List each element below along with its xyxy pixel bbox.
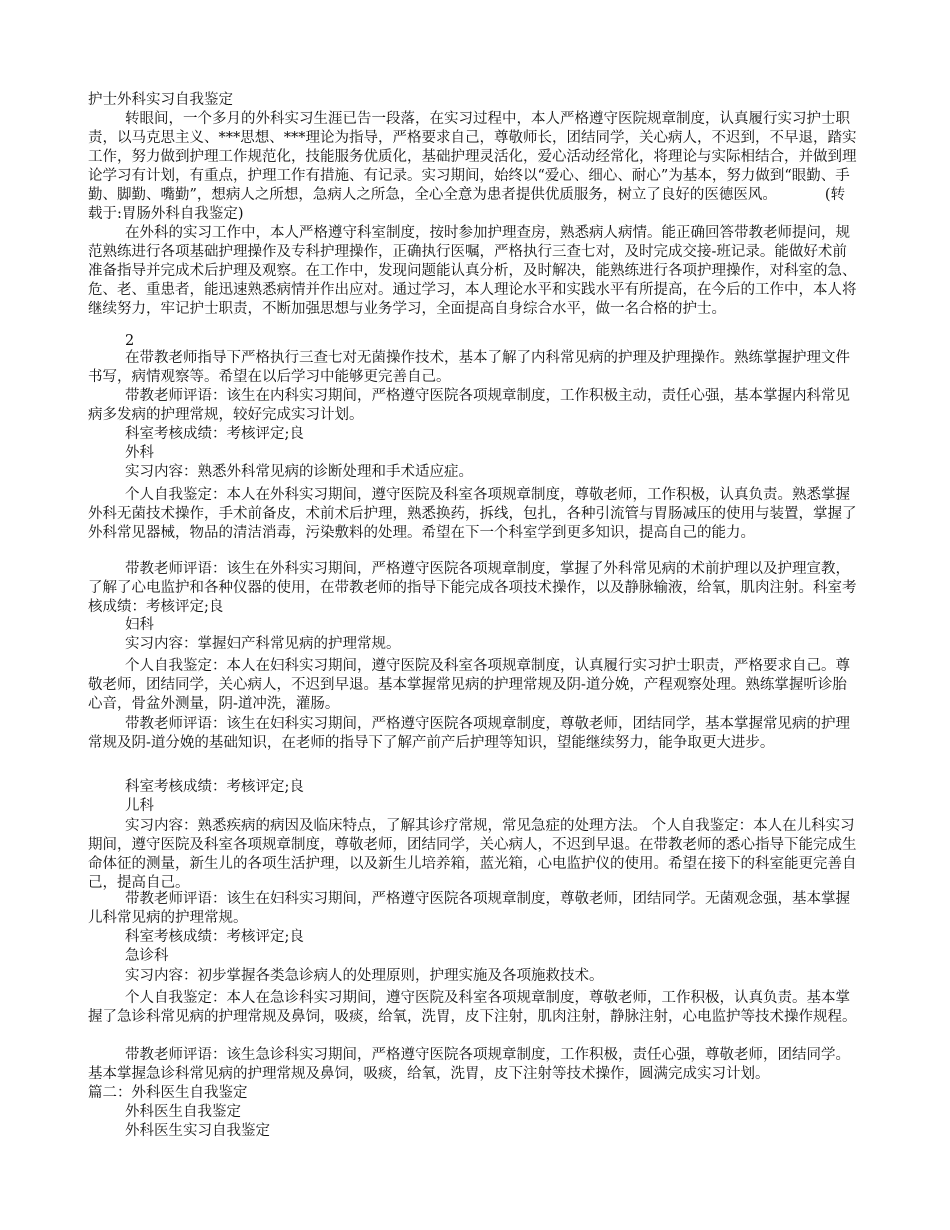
paragraph: 外科医生实习自我鉴定 xyxy=(125,1123,270,1139)
paragraph: 外科医生自我鉴定 xyxy=(125,1104,241,1120)
paragraph-text: 转眼间，一个多月的外科实习生涯已告一段落，在实习过程中，本人严格遵守医院规章制度，认真履行实习护士职责，以马克思主义、***思想、***理论为指导，严格要求自己，尊敬师长，团结同学，关心病人，不迟到，不早退，踏实工作，努力做到护理工作规范化，技能服务优质化，基础护理灵活化，爱心活动经常化，将理论与实际相结合，并做到理论学习有计划，有重点，护理工作有措施、有记录。实习期间，始终以“爱心、细心、耐心”为基本，努力做到“眼勤、手勤、脚勤、嘴勤”，想病人之所想，急病人之所急，全心全意为患者提供优质服务，树立了良好的医德医风。 xyxy=(88,111,857,203)
paragraph: 篇二：外科医生自我鉴定 xyxy=(88,1085,248,1101)
paragraph: 带教老师评语：该生在外科实习期间，严格遵守医院各项规章制度，掌握了外科常见病的术前护理以及护理宣教，了解了心电监护和各种仪器的使用，在带教老师的指导下能完成各项技术操作，以及静脉输液，给氧，肌肉注射。科室考核成绩：考核评定;良 xyxy=(88,561,857,615)
paragraph xyxy=(88,110,858,224)
paragraph: 实习内容：熟悉外科常见病的诊断处理和手术适应症。 xyxy=(125,464,473,480)
page-number: 2 xyxy=(125,333,135,349)
source-note: (转载于:胃肠外科自我鉴定) xyxy=(88,187,846,222)
paragraph: 带教老师评语：该生急诊科实习期间，严格遵守医院各项规章制度，工作积极，责任心强，尊敬老师，团结同学。基本掌握急诊科常见病的护理常规及鼻饲，吸痰，给氧，洗胃，皮下注射等技术操作，圆满完成实习计划。 xyxy=(88,1047,850,1082)
paragraph: 个人自我鉴定：本人在妇科实习期间，遵守医院及科室各项规章制度，认真履行实习护士职责，严格要求自己。尊敬老师，团结同学，关心病人，不迟到早退。基本掌握常见病的护理常规及阴-道分娩，产程观察处理。熟练掌握听诊胎心音，骨盆外测量，阴-道冲洗，灌肠。 xyxy=(88,658,850,712)
document-title: 护士外科实习自我鉴定 xyxy=(88,92,233,108)
paragraph: 个人自我鉴定：本人在外科实习期间，遵守医院及科室各项规章制度，尊敬老师，工作积极，认真负责。熟悉掌握外科无菌技术操作，手术前备皮，术前术后护理，熟悉换药，拆线，包扎，各种引流管与胃肠减压的使用与装置，掌握了外科常见器械，物品的清洁消毒，污染敷料的处理。希望在下一个科室学到更多知识，提高自己的能力。 xyxy=(88,487,857,541)
section-heading: 急诊科 xyxy=(125,948,169,964)
paragraph: 科室考核成绩：考核评定;良 xyxy=(125,929,304,945)
section-heading: 妇科 xyxy=(125,617,154,633)
paragraph: 带教老师评语：该生在妇科实习期间，严格遵守医院各项规章制度，尊敬老师，团结同学。无菌观念强，基本掌握儿科常见病的护理常规。 xyxy=(88,891,850,926)
paragraph: 实习内容：掌握妇产科常见病的护理常规。 xyxy=(125,636,401,652)
paragraph: 科室考核成绩：考核评定;良 xyxy=(125,779,304,795)
paragraph: 在外科的实习工作中，本人严格遵守科室制度，按时参加护理查房，熟悉病人病情。能正确回答带教老师提问，规范熟练进行各项基础护理操作及专科护理操作，正确执行医嘱，严格执行三查七对，及时完成交接-班记录。能做好术前准备指导并完成术后护理及观察。在工作中，发现问题能认真分析，及时解决，能熟练进行各项护理操作，对科室的急、危、老、重患者，能迅速熟悉病情并作出应对。通过学习，本人理论水平和实践水平有所提高，在今后的工作中，本人将继续努力，牢记护士职责，不断加强思想与业务学习，全面提高自身综合水平，做一名合格的护士。 xyxy=(88,225,857,317)
paragraph: 带教老师评语：该生在妇科实习期间，严格遵守医院各项规章制度，尊敬老师，团结同学，基本掌握常见病的护理常规及阴-道分娩的基础知识，在老师的指导下了解产前产后护理等知识，望能继续努力，能争取更大进步。 xyxy=(88,716,850,751)
paragraph: 实习内容：熟悉疾病的病因及临床特点，了解其诊疗常规，常见急症的处理方法。 个人自我鉴定：本人在儿科实习期间，遵守医院及科室各项规章制度，尊敬老师，团结同学，关心病人，不迟到早退。在带教老师的悉心指导下能完成生命体征的测量，新生儿的各项生活护理，以及新生儿培养箱，蓝光箱，心电监护仪的使用。希望在接下的科室能更完善自己，提高自己。 xyxy=(88,818,857,891)
paragraph: 在带教老师指导下严格执行三查七对无菌操作技术，基本了解了内科常见病的护理及护理操作。熟练掌握护理文件书写，病情观察等。希望在以后学习中能够更完善自己。 xyxy=(88,350,850,385)
paragraph: 科室考核成绩：考核评定;良 xyxy=(125,426,304,442)
section-heading: 儿科 xyxy=(125,798,154,814)
paragraph: 个人自我鉴定：本人在急诊科实习期间，遵守医院及科室各项规章制度，尊敬老师，工作积极，认真负责。基本掌握了急诊科常见病的护理常规及鼻饲，吸痰，给氧，洗胃，皮下注射，肌肉注射，静脉注射，心电监护等技术操作规程。 xyxy=(88,990,857,1025)
paragraph: 带教老师评语：该生在内科实习期间，严格遵守医院各项规章制度，工作积极主动，责任心强，基本掌握内科常见病多发病的护理常规，较好完成实习计划。 xyxy=(88,388,850,423)
paragraph: 实习内容：初步掌握各类急诊病人的处理原则，护理实施及各项施救技术。 xyxy=(125,968,604,984)
section-heading: 外科 xyxy=(125,445,154,461)
